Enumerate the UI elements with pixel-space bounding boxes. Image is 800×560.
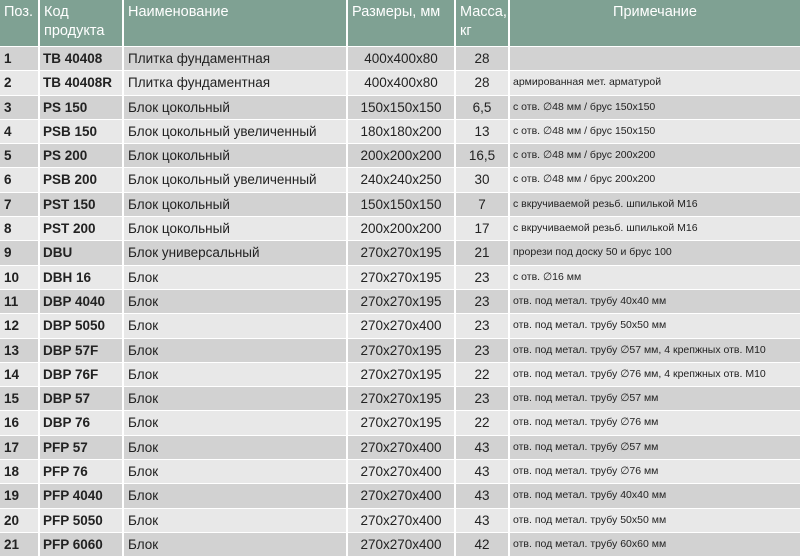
cell-note: прорези под доску 50 и брус 100: [513, 246, 672, 259]
cell-name: Блок цокольный: [124, 193, 348, 216]
cell-mass: 43: [456, 436, 510, 459]
cell-name: Блок: [124, 363, 348, 386]
cell-mass: 43: [456, 460, 510, 483]
cell-name: Блок универсальный: [124, 241, 348, 264]
cell-pos: 6: [0, 168, 40, 191]
cell-name: Блок: [124, 387, 348, 410]
cell-code: PFP 4040: [40, 484, 124, 507]
cell-pos: 5: [0, 144, 40, 167]
cell-note: отв. под метал. трубу ∅76 мм, 4 крепжных отв. М10: [513, 367, 766, 380]
cell-pos: 16: [0, 411, 40, 434]
cell-size: 270x270x400: [348, 314, 456, 337]
cell-name: Плитка фундаментная: [124, 47, 348, 70]
header-name: Наименование: [124, 0, 348, 46]
cell-pos: 4: [0, 120, 40, 143]
table-row: [0, 240, 800, 264]
cell-note: отв. под метал. трубу 40x40 мм: [513, 294, 667, 307]
cell-name: Блок: [124, 314, 348, 337]
cell-note: отв. под метал. трубу 50x50 мм: [513, 513, 667, 526]
table-row: [0, 313, 800, 337]
cell-code: PFP 5050: [40, 509, 124, 532]
cell-size: 270x270x195: [348, 411, 456, 434]
cell-note: отв. под метал. трубу ∅57 мм: [513, 392, 659, 405]
cell-size: 270x270x400: [348, 533, 456, 556]
cell-code: DBP 57F: [40, 339, 124, 362]
table-row: [0, 216, 800, 240]
cell-size: 270x270x400: [348, 484, 456, 507]
cell-note: отв. под метал. трубу 50x50 мм: [513, 319, 667, 332]
cell-mass: 28: [456, 47, 510, 70]
cell-mass: 6,5: [456, 96, 510, 119]
cell-pos: 12: [0, 314, 40, 337]
cell-size: 270x270x400: [348, 436, 456, 459]
table-row: [0, 362, 800, 386]
cell-name: Блок: [124, 339, 348, 362]
cell-code: DBP 57: [40, 387, 124, 410]
cell-name: Блок: [124, 436, 348, 459]
cell-code: PST 200: [40, 217, 124, 240]
cell-code: DBP 76: [40, 411, 124, 434]
table-row: [0, 386, 800, 410]
cell-name: Блок цокольный увеличенный: [124, 168, 348, 191]
cell-pos: 3: [0, 96, 40, 119]
cell-code: PFP 57: [40, 436, 124, 459]
cell-pos: 9: [0, 241, 40, 264]
cell-size: 270x270x195: [348, 241, 456, 264]
cell-mass: 23: [456, 339, 510, 362]
cell-note: отв. под метал. трубу ∅76 мм: [513, 465, 659, 478]
cell-note: с отв. ∅48 мм / брус 200x200: [513, 173, 656, 186]
table-row: [0, 265, 800, 289]
cell-size: 400x400x80: [348, 47, 456, 70]
cell-pos: 1: [0, 47, 40, 70]
cell-note: с вкручиваемой резьб. шпилькой М16: [513, 222, 698, 235]
cell-code: PFP 76: [40, 460, 124, 483]
cell-pos: 7: [0, 193, 40, 216]
cell-pos: 10: [0, 266, 40, 289]
table-row: [0, 119, 800, 143]
cell-name: Блок: [124, 484, 348, 507]
cell-pos: 21: [0, 533, 40, 556]
cell-pos: 15: [0, 387, 40, 410]
table-body: [0, 46, 800, 556]
table-row: [0, 70, 800, 94]
cell-size: 240x240x250: [348, 168, 456, 191]
cell-pos: 17: [0, 436, 40, 459]
table-row: [0, 192, 800, 216]
cell-code: TB 40408: [40, 47, 124, 70]
cell-name: Блок: [124, 460, 348, 483]
cell-note: армированная мет. арматурой: [513, 76, 662, 89]
cell-size: 270x270x195: [348, 339, 456, 362]
table-row: [0, 532, 800, 556]
cell-mass: 43: [456, 484, 510, 507]
cell-code: PFP 6060: [40, 533, 124, 556]
cell-name: Плитка фундаментная: [124, 71, 348, 94]
cell-note: с отв. ∅48 мм / брус 200x200: [513, 149, 656, 162]
cell-size: 270x270x400: [348, 509, 456, 532]
cell-mass: 7: [456, 193, 510, 216]
cell-mass: 23: [456, 314, 510, 337]
cell-pos: 2: [0, 71, 40, 94]
table-row: [0, 289, 800, 313]
cell-name: Блок: [124, 509, 348, 532]
header-size: Размеры, мм: [348, 0, 456, 46]
cell-size: 270x270x195: [348, 363, 456, 386]
cell-code: TB 40408R: [40, 71, 124, 94]
cell-mass: 42: [456, 533, 510, 556]
cell-size: 200x200x200: [348, 144, 456, 167]
cell-name: Блок: [124, 411, 348, 434]
table-row: [0, 459, 800, 483]
cell-note: с отв. ∅48 мм / брус 150x150: [513, 124, 656, 137]
cell-mass: 13: [456, 120, 510, 143]
cell-size: 270x270x195: [348, 290, 456, 313]
cell-size: 150x150x150: [348, 96, 456, 119]
cell-note: с вкручиваемой резьб. шпилькой М16: [513, 197, 698, 210]
cell-mass: 23: [456, 290, 510, 313]
cell-size: 180x180x200: [348, 120, 456, 143]
cell-mass: 28: [456, 71, 510, 94]
cell-pos: 13: [0, 339, 40, 362]
table-row: [0, 167, 800, 191]
cell-mass: 22: [456, 411, 510, 434]
cell-mass: 23: [456, 387, 510, 410]
cell-pos: 20: [0, 509, 40, 532]
table-row: [0, 46, 800, 70]
cell-note: отв. под метал. трубу 40x40 мм: [513, 489, 667, 502]
table-row: [0, 508, 800, 532]
cell-name: Блок цокольный: [124, 144, 348, 167]
cell-size: 200x200x200: [348, 217, 456, 240]
table-row: [0, 435, 800, 459]
cell-code: PS 200: [40, 144, 124, 167]
cell-pos: 8: [0, 217, 40, 240]
cell-code: DBP 5050: [40, 314, 124, 337]
cell-note: отв. под метал. трубу ∅57 мм: [513, 440, 659, 453]
table-row: [0, 483, 800, 507]
cell-code: DBP 4040: [40, 290, 124, 313]
cell-note: с отв. ∅48 мм / брус 150x150: [513, 100, 656, 113]
cell-pos: 18: [0, 460, 40, 483]
cell-name: Блок: [124, 266, 348, 289]
cell-code: DBH 16: [40, 266, 124, 289]
cell-mass: 43: [456, 509, 510, 532]
cell-note: отв. под метал. трубу 60x60 мм: [513, 537, 667, 550]
cell-mass: 17: [456, 217, 510, 240]
cell-size: 400x400x80: [348, 71, 456, 94]
table-row: [0, 410, 800, 434]
cell-name: Блок цокольный: [124, 96, 348, 119]
cell-note: отв. под метал. трубу ∅76 мм: [513, 416, 659, 429]
cell-size: 150x150x150: [348, 193, 456, 216]
cell-mass: 22: [456, 363, 510, 386]
cell-mass: 21: [456, 241, 510, 264]
cell-pos: 11: [0, 290, 40, 313]
cell-code: DBU: [40, 241, 124, 264]
table-row: [0, 95, 800, 119]
cell-name: Блок цокольный увеличенный: [124, 120, 348, 143]
cell-name: Блок: [124, 290, 348, 313]
cell-mass: 30: [456, 168, 510, 191]
table-header: [0, 0, 800, 46]
cell-mass: 23: [456, 266, 510, 289]
cell-pos: 14: [0, 363, 40, 386]
cell-code: PSB 200: [40, 168, 124, 191]
table-row: [0, 338, 800, 362]
cell-name: Блок: [124, 533, 348, 556]
header-note: Примечание: [613, 4, 697, 20]
cell-size: 270x270x400: [348, 460, 456, 483]
cell-size: 270x270x195: [348, 387, 456, 410]
cell-note: с отв. ∅16 мм: [513, 270, 582, 283]
header-code: Код продукта: [40, 0, 124, 46]
cell-code: DBP 76F: [40, 363, 124, 386]
header-mass: Масса, кг: [456, 0, 510, 46]
cell-note: отв. под метал. трубу ∅57 мм, 4 крепжных отв. М10: [513, 343, 766, 356]
cell-size: 270x270x195: [348, 266, 456, 289]
cell-mass: 16,5: [456, 144, 510, 167]
cell-code: PSB 150: [40, 120, 124, 143]
table-row: [0, 143, 800, 167]
cell-code: PS 150: [40, 96, 124, 119]
cell-code: PST 150: [40, 193, 124, 216]
cell-pos: 19: [0, 484, 40, 507]
cell-note: [510, 47, 800, 70]
cell-name: Блок цокольный: [124, 217, 348, 240]
header-pos: Поз.: [0, 0, 40, 46]
